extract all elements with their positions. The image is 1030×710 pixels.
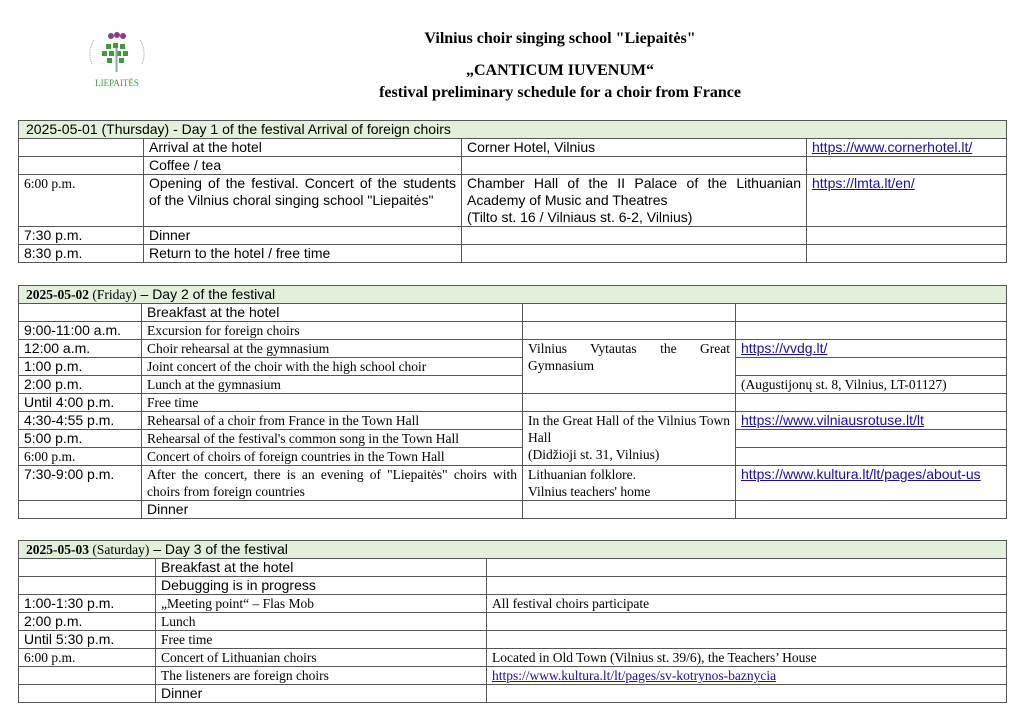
cell-text: 6:00 p.m. [24,449,76,464]
table-row [19,175,1007,227]
link-cell [736,322,1007,340]
activity-cell [144,157,462,175]
link-cell [807,157,1007,175]
table-row [19,412,1007,430]
time-cell [19,685,156,703]
table-row [19,667,1007,685]
schedule-subtitle: festival preliminary schedule for a choir from France [379,84,741,101]
activity-cell [142,376,523,394]
time-cell [19,358,142,376]
link-cell [736,358,1007,376]
time-cell [19,376,142,394]
cell-text: Until 4:00 p.m. [24,394,115,410]
table-row [19,376,1007,394]
activity-cell [156,559,487,577]
cell-text: Debugging is in progress [161,577,316,593]
time-cell [19,667,156,685]
day-date: 2025-05-02 [26,287,89,302]
venue-cell [462,157,807,175]
cell-text: 1:00-1:30 p.m. [24,595,115,611]
day-weekday: (Saturday) [89,542,150,557]
table-row [19,139,1007,157]
activity-cell [142,394,523,412]
table-row [19,685,1007,703]
cell-text: 4:30-4:55 p.m. [24,412,115,428]
activity-cell [144,245,462,263]
cell-text: Free time [161,632,213,647]
time-cell [19,577,156,595]
cell-text: Vilnius Vytautas the Great Gymnasium [528,341,730,373]
table-row [19,322,1007,340]
time-cell [19,448,142,466]
venue-cell [487,613,1007,631]
time-cell [19,559,156,577]
time-cell [19,501,142,519]
cell-text: Concert of Lithuanian choirs [161,650,317,665]
table-row [19,631,1007,649]
cell-text: After the concert, there is an evening of "Liepaitės" choirs with choirs from foreign countries [147,467,517,499]
table-row [19,595,1007,613]
day-date: 2025-05-03 [26,542,89,557]
school-name: Vilnius choir singing school "Liepaitės" [424,30,696,47]
link-cell [736,430,1007,448]
activity-cell [142,340,523,358]
festival-name: „CANTICUM IUVENUM“ [466,62,654,79]
activity-cell [156,631,487,649]
table-row [19,340,1007,358]
cell-text: Breakfast at the hotel [161,559,294,575]
link-cell [807,175,1007,227]
link-cell [736,394,1007,412]
cell-text: Coffee / tea [149,157,222,173]
cell-text: 6:00 p.m. [24,650,76,665]
venue-cell [487,559,1007,577]
time-cell [19,412,142,430]
cell-text: Lithuanian folklore. Vilnius teachers' home [528,467,651,499]
time-cell [19,227,144,245]
link-cell [807,227,1007,245]
venue-cell [487,577,1007,595]
link-cell [736,448,1007,466]
activity-cell [156,649,487,667]
time-cell [19,157,144,175]
time-cell [19,631,156,649]
venue-cell [462,139,807,157]
time-cell [19,394,142,412]
cell-text: 2:00 p.m. [24,376,83,392]
day-header [19,286,1007,304]
time-cell [19,649,156,667]
cell-text: Dinner [161,685,203,701]
cell-text: (Augustijonų st. 8, Vilnius, LT-01127) [741,377,947,392]
venue-cell [523,412,736,466]
table-row [19,430,1007,448]
cell-text: Dinner [147,501,189,517]
time-cell [19,340,142,358]
venue-link[interactable]: https://www.vilniausrotuse.lt/lt [741,412,924,428]
cell-text: Opening of the festival. Concert of the students of the Vilnius choral singing school "Liepaitės" [149,175,456,208]
cell-text: Rehearsal of the festival's common song in the Town Hall [147,431,460,446]
day-title: 2025-05-01 (Thursday) - Day 1 of the festival Arrival of foreign choirs [26,121,451,137]
cell-text: 1:00 p.m. [24,358,83,374]
time-cell [19,466,142,501]
cell-text: Breakfast at the hotel [147,304,280,320]
cell-text: Lunch [161,614,196,629]
table-row [19,358,1007,376]
cell-text: 12:00 a.m. [24,340,91,356]
activity-cell [144,139,462,157]
svg-text:LIEPAITĖS: LIEPAITĖS [95,78,139,88]
venue-link[interactable]: https://www.kultura.lt/lt/pages/sv-kotrynos-baznycia [492,668,777,683]
table-row [19,577,1007,595]
time-cell [19,175,144,227]
table-row [19,227,1007,245]
venue-cell [462,227,807,245]
link-cell [807,245,1007,263]
activity-cell [144,175,462,227]
school-logo [82,26,152,92]
cell-text: 7:30 p.m. [24,227,83,243]
cell-text: 2:00 p.m. [24,613,83,629]
cell-text: 5:00 p.m. [24,430,83,446]
day-weekday: (Friday) [89,287,137,302]
activity-cell [142,304,523,322]
cell-text: Arrival at the hotel [149,139,262,155]
cell-text: All festival choirs participate [492,596,650,611]
cell-text: Joint concert of the choir with the high school choir [147,359,427,374]
cell-text: Until 5:30 p.m. [24,631,115,647]
link-cell [807,139,1007,157]
cell-text: 8:30 p.m. [24,245,83,261]
cell-text: 7:30-9:00 p.m. [24,466,115,482]
cell-text: Chamber Hall of the II Palace of the Lithuanian Academy of Music and Theatres (Tilto st. 16 / Vilniaus st. 6-2, Vilnius) [467,175,801,225]
time-cell [19,139,144,157]
table-row [19,466,1007,501]
table-row [19,649,1007,667]
time-cell [19,613,156,631]
cell-text: Excursion for foreign choirs [147,323,300,338]
day-header [19,121,1007,139]
activity-cell [142,466,523,501]
venue-cell [487,685,1007,703]
time-cell [19,245,144,263]
cell-text: Dinner [149,227,191,243]
table-row [19,501,1007,519]
venue-cell [487,667,1007,685]
schedule-day-2 [18,285,1007,519]
activity-cell [156,613,487,631]
activity-cell [156,685,487,703]
day-header [19,541,1007,559]
cell-text: The listeners are foreign choirs [161,668,329,683]
venue-cell [487,649,1007,667]
table-row [19,559,1007,577]
link-cell [736,340,1007,358]
cell-text: 6:00 p.m. [24,176,76,191]
cell-text: Concert of choirs of foreign countries in the Town Hall [147,449,445,464]
cell-text: Rehearsal of a choir from France in the Town Hall [147,413,420,428]
activity-cell [156,667,487,685]
table-row [19,394,1007,412]
venue-cell [487,631,1007,649]
activity-cell [144,227,462,245]
venue-cell [523,304,736,322]
activity-cell [156,595,487,613]
time-cell [19,322,142,340]
cell-text: In the Great Hall of the Vilnius Town Hall (Didžioji st. 31, Vilnius) [528,413,730,462]
activity-cell [142,358,523,376]
time-cell [19,304,142,322]
day-title: – Day 3 of the festival [149,541,288,557]
table-row [19,448,1007,466]
activity-cell [142,322,523,340]
venue-cell [523,394,736,412]
schedule-day-1 [18,120,1007,263]
activity-cell [142,412,523,430]
activity-cell [142,448,523,466]
table-row [19,245,1007,263]
venue-cell [462,175,807,227]
cell-text: Return to the hotel / free time [149,245,331,261]
link-cell [736,376,1007,394]
table-row [19,304,1007,322]
cell-text: „Meeting point“ – Flas Mob [161,596,314,611]
activity-cell [142,501,523,519]
venue-cell [523,340,736,394]
venue-cell [462,245,807,263]
table-row [19,157,1007,175]
venue-cell [523,322,736,340]
venue-cell [487,595,1007,613]
venue-cell [523,501,736,519]
table-row [19,613,1007,631]
link-cell [736,304,1007,322]
time-cell [19,595,156,613]
activity-cell [156,577,487,595]
day-title: – Day 2 of the festival [136,286,276,302]
cell-text: Located in Old Town (Vilnius st. 39/6), the Teachers’ House [492,650,817,665]
venue-cell [523,466,736,501]
activity-cell [142,430,523,448]
venue-link[interactable]: https://www.cornerhotel.lt/ [812,139,973,155]
link-cell [736,501,1007,519]
cell-text: Lunch at the gymnasium [147,377,281,392]
venue-link[interactable]: https://lmta.lt/en/ [812,175,915,191]
venue-link[interactable]: https://vvdg.lt/ [741,340,828,356]
schedule-day-3 [18,540,1007,703]
venue-link[interactable]: https://www.kultura.lt/lt/pages/about-us [741,466,981,482]
cell-text: Choir rehearsal at the gymnasium [147,341,330,356]
time-cell [19,430,142,448]
link-cell [736,466,1007,501]
link-cell [736,412,1007,430]
cell-text: Corner Hotel, Vilnius [467,139,596,155]
cell-text: 9:00-11:00 a.m. [24,322,122,338]
cell-text: Free time [147,395,199,410]
